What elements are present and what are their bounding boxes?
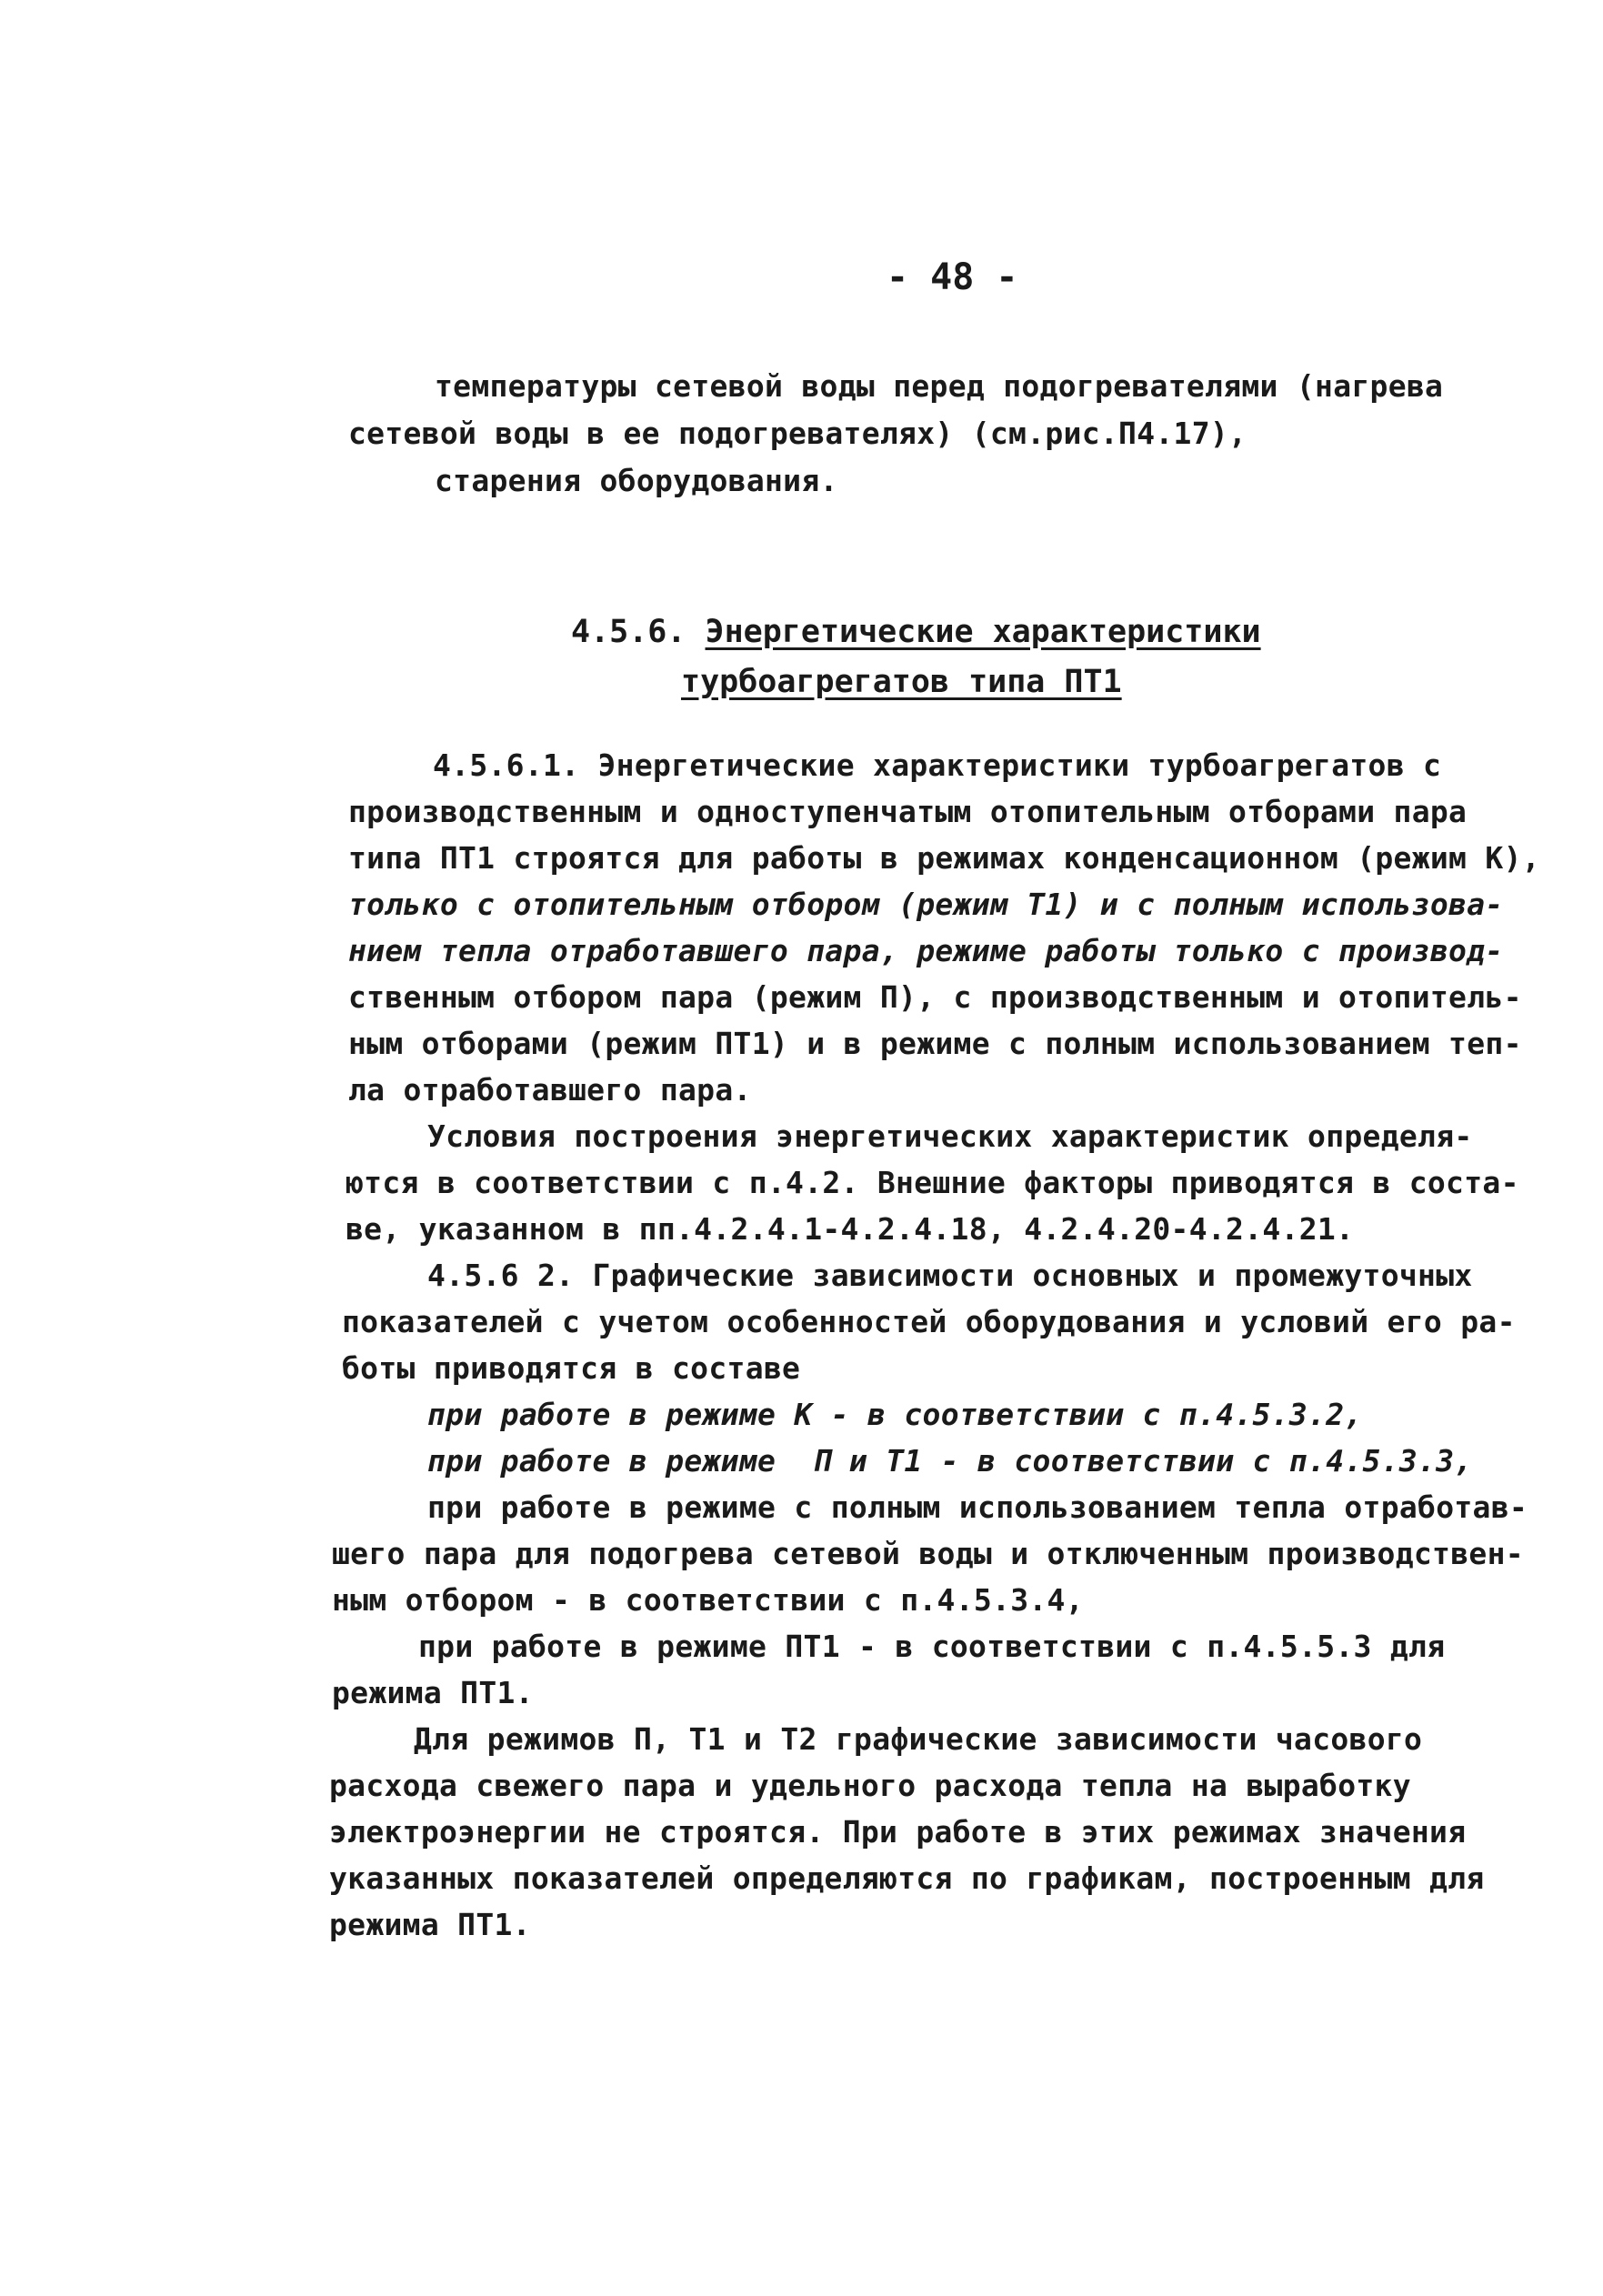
para4-line-3: электроэнергии не строятся. При работе в этих режимах значения	[329, 1814, 1467, 1850]
para1-line-2: производственным и одноступенчатым отопительным отборами пара	[348, 794, 1468, 829]
para1-line-8: ла отработавшего пара.	[348, 1072, 752, 1108]
para1-line-3: типа ПТ1 строятся для работы в режимах конденсационном (режим К),	[348, 840, 1540, 876]
para3-line-9: при работе в режиме ПТ1 - в соответствии с п.4.5.5.3 для	[418, 1629, 1446, 1664]
para2-line-1: Условия построения энергетических характеристик определя-	[427, 1118, 1473, 1154]
para3-line-6: при работе в режиме с полным использованием тепла отработав-	[427, 1489, 1528, 1525]
section-heading-line-1	[571, 614, 1261, 650]
para3-line-5: при работе в режиме П и Т1 - в соответствии с п.4.5.3.3,	[427, 1443, 1473, 1479]
intro-line-1: температуры сетевой воды перед подогревателями (нагрева	[435, 368, 1444, 404]
para1-line-6: ственным отбором пара (режим П), с производственным и отопитель-	[348, 979, 1522, 1015]
intro-line-3: старения оборудования.	[435, 463, 838, 498]
para4-line-2: расхода свежего пара и удельного расхода тепла на выработку	[329, 1768, 1411, 1803]
para1-line-5: нием тепла отработавшего пара, режиме работы только с производ-	[348, 933, 1504, 968]
para2-line-3: ве, указанном в пп.4.2.4.1-4.2.4.18, 4.2.4.20-4.2.4.21.	[346, 1211, 1355, 1247]
page-number: - 48 -	[887, 256, 1018, 298]
para1-line-7: ным отборами (режим ПТ1) и в режиме с полным использованием теп-	[348, 1026, 1522, 1061]
section-number: 4.5.6.	[571, 614, 686, 650]
section-title-line-1: Энергетические характеристики	[705, 614, 1261, 650]
para3-line-8: ным отбором - в соответствии с п.4.5.3.4,	[332, 1582, 1084, 1618]
para3-line-10: режима ПТ1.	[332, 1675, 534, 1710]
intro-line-2: сетевой воды в ее подогревателях) (см.рис.П4.17),	[348, 416, 1247, 451]
para2-line-2: ются в соответствии с п.4.2. Внешние факторы приводятся в соста-	[346, 1165, 1519, 1200]
para3-line-3: боты приводятся в составе	[342, 1350, 801, 1386]
section-title-line-2: турбоагрегатов типа ПТ1	[681, 664, 1122, 700]
para3-line-2: показателей с учетом особенностей оборудования и условий его ра-	[342, 1304, 1516, 1339]
para3-line-4: при работе в режиме К - в соответствии с п.4.5.3.2,	[427, 1397, 1363, 1432]
para1-line-1: 4.5.6.1. Энергетические характеристики турбоагрегатов с	[433, 747, 1442, 783]
para3-line-7: шего пара для подогрева сетевой воды и отключенным производствен-	[332, 1536, 1524, 1571]
para3-line-1: 4.5.6 2. Графические зависимости основных и промежуточных	[427, 1258, 1473, 1293]
para4-line-1: Для режимов П, Т1 и Т2 графические зависимости часового	[414, 1721, 1423, 1757]
para4-line-5: режима ПТ1.	[329, 1907, 531, 1942]
para4-line-4: указанных показателей определяются по графикам, построенным для	[329, 1860, 1485, 1896]
para1-line-4: только с отопительным отбором (режим Т1) и с полным использова-	[348, 887, 1504, 922]
